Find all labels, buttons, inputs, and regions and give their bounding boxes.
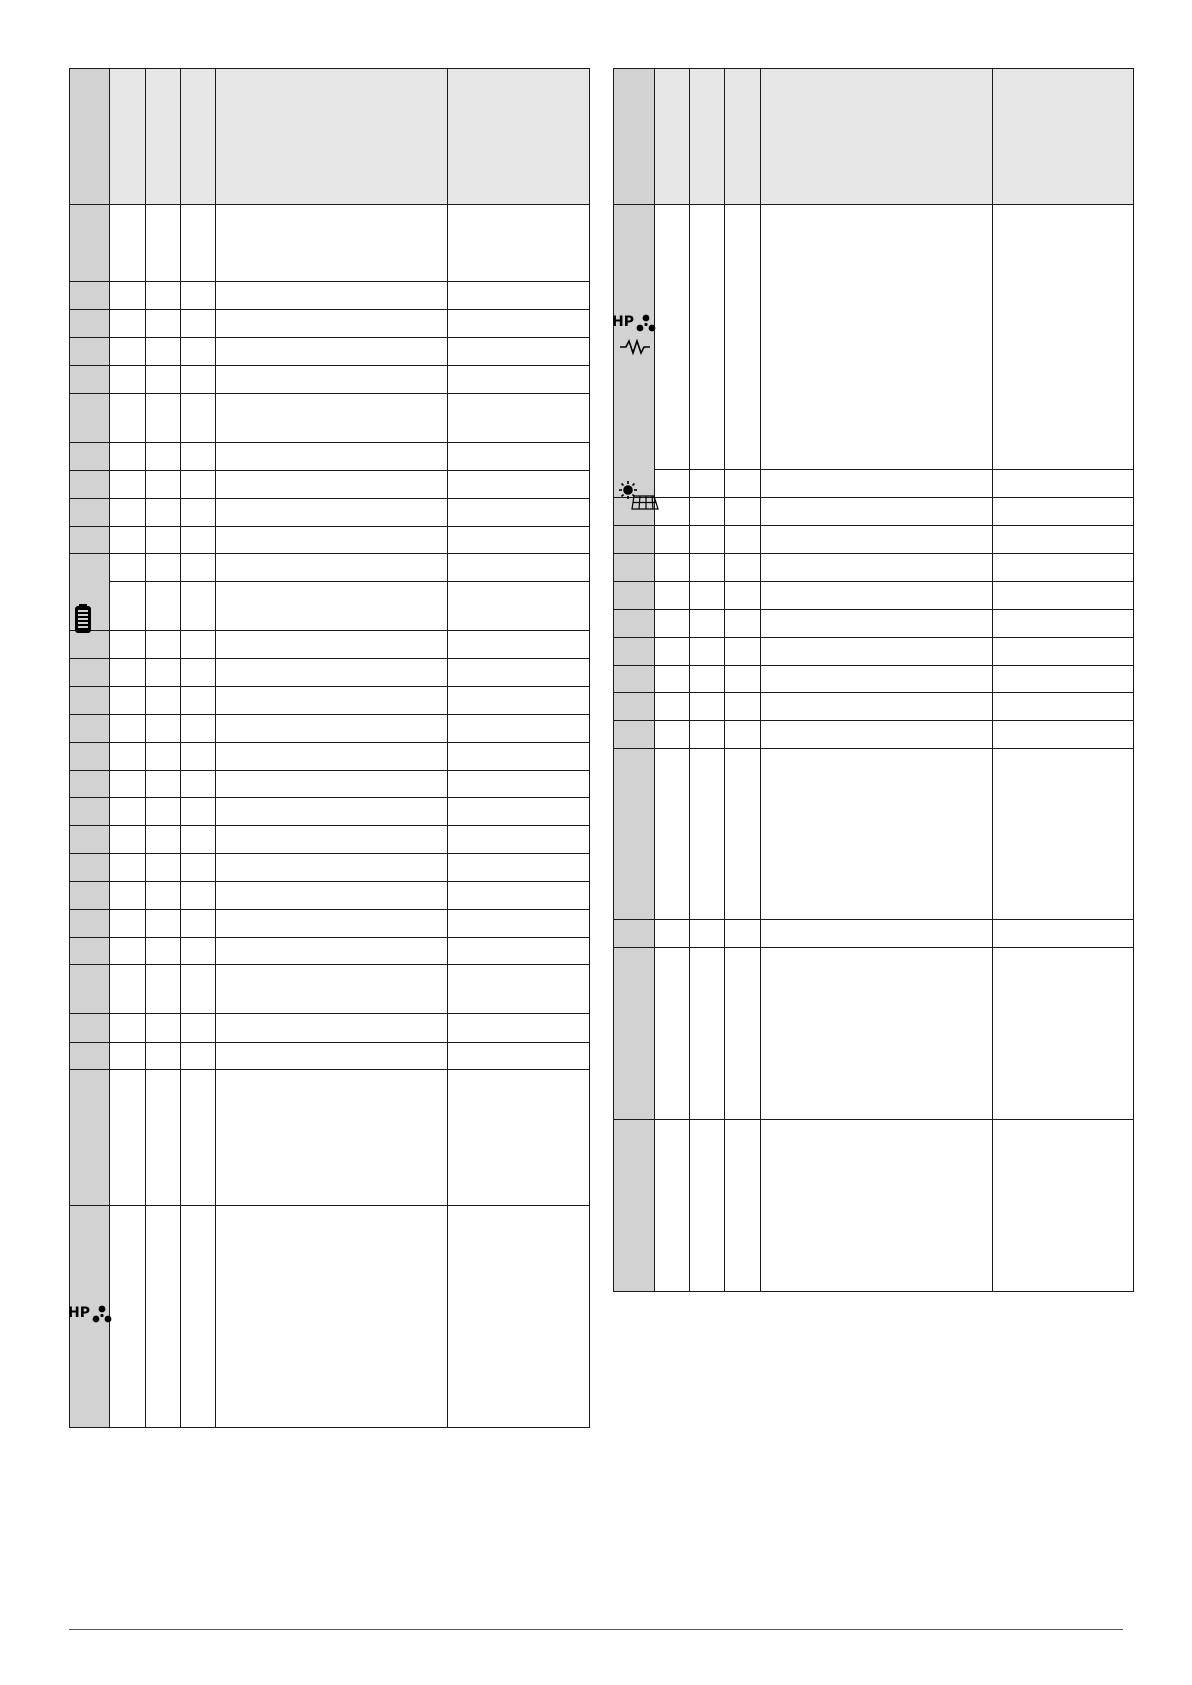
- table-row: [69, 526, 590, 527]
- table-row: [613, 609, 1134, 610]
- table-row: [613, 553, 1134, 554]
- table-row: [69, 204, 590, 205]
- table-row: [109, 581, 590, 582]
- table-header: [613, 68, 1133, 204]
- table-row: [613, 1291, 1134, 1292]
- table-row: [69, 686, 590, 687]
- column-rule: [447, 68, 448, 1428]
- table-row: [613, 525, 1134, 526]
- icon-column: [69, 204, 109, 1427]
- table-row: [69, 937, 590, 938]
- table-row: [69, 770, 590, 771]
- table-row: [613, 748, 1134, 749]
- table-row: [613, 692, 1134, 693]
- solar-panel-icon: [618, 480, 660, 510]
- column-rule: [654, 68, 655, 1292]
- table-row: [69, 825, 590, 826]
- battery-icon: [74, 604, 92, 634]
- table-row: [69, 909, 590, 910]
- column-rule: [69, 68, 70, 1428]
- column-rule: [180, 68, 181, 1428]
- table-row: [69, 853, 590, 854]
- column-rule: [145, 68, 146, 1428]
- table-top-rule: [69, 68, 590, 69]
- header-icon-column: [69, 68, 109, 204]
- table-row: [69, 714, 590, 715]
- table-row: [613, 919, 1134, 920]
- table-row: [69, 281, 590, 282]
- column-rule: [689, 68, 690, 1292]
- column-rule: [992, 68, 993, 1292]
- table-row: [613, 581, 1134, 582]
- table-row: [69, 393, 590, 394]
- table-top-rule: [613, 68, 1134, 69]
- column-rule: [589, 68, 590, 1428]
- table-row: [69, 309, 590, 310]
- table-header: [69, 68, 589, 204]
- header-icon-column: [613, 68, 654, 204]
- table-row: [613, 947, 1134, 948]
- table-row: [69, 630, 590, 631]
- table-row: [69, 442, 590, 443]
- table-row: [613, 665, 1134, 666]
- table-row: [69, 1042, 590, 1043]
- table-row: [613, 1119, 1134, 1120]
- heat-pump-fan-electric-icon: [612, 313, 656, 359]
- table-row: [69, 964, 590, 965]
- heat-pump-fan-icon: [68, 1304, 112, 1326]
- column-rule: [1133, 68, 1134, 1292]
- column-rule: [760, 68, 761, 1292]
- table-row: [654, 469, 1134, 470]
- table-row: [69, 498, 590, 499]
- column-rule: [215, 68, 216, 1428]
- table-row: [69, 881, 590, 882]
- table-row: [69, 742, 590, 743]
- hp-label: HP: [68, 1305, 90, 1321]
- footer-rule: [69, 1629, 1123, 1630]
- table-row: [69, 470, 590, 471]
- table-row: [613, 204, 1134, 205]
- table-row: [69, 553, 590, 554]
- table-row: [69, 365, 590, 366]
- column-rule: [613, 68, 614, 1292]
- table-row: [69, 1069, 590, 1070]
- table-row: [69, 337, 590, 338]
- table-row: [69, 1427, 590, 1428]
- table-row: [69, 1013, 590, 1014]
- column-rule: [109, 68, 110, 1428]
- table-row: [69, 797, 590, 798]
- table-row: [69, 658, 590, 659]
- hp-label-right: HP: [612, 314, 634, 330]
- table-row: [69, 1205, 590, 1206]
- table-row: [613, 497, 1134, 498]
- table-row: [613, 637, 1134, 638]
- column-rule: [724, 68, 725, 1292]
- table-row: [613, 720, 1134, 721]
